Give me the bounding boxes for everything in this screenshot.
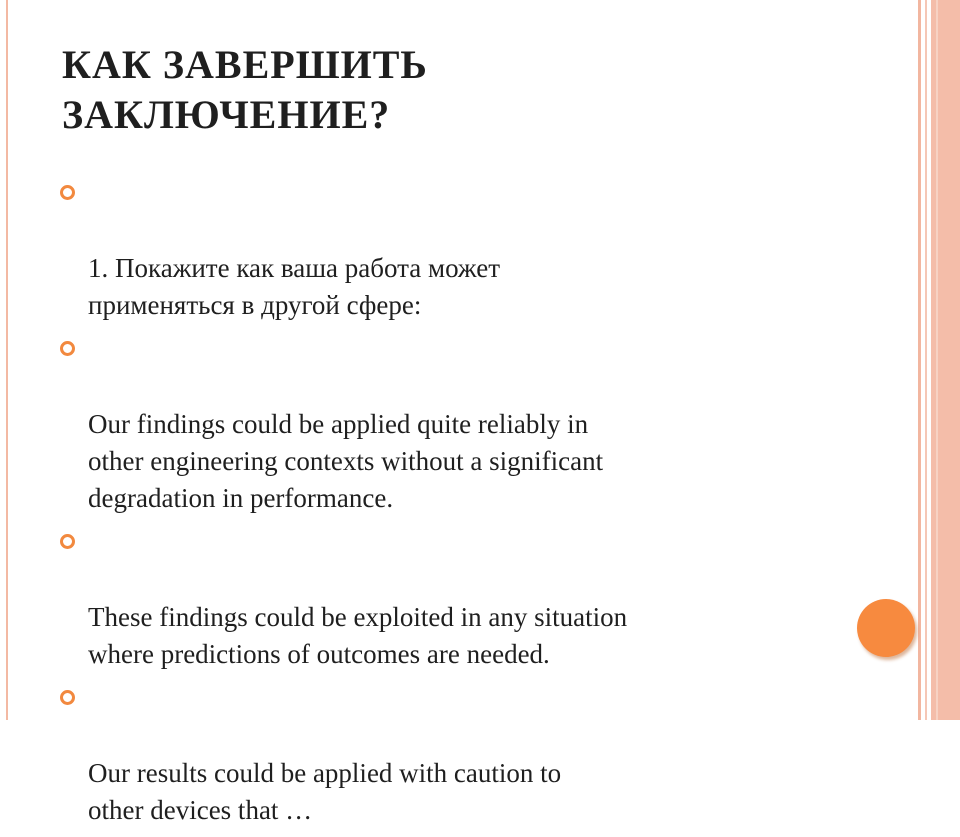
- bullet-item: [60, 525, 840, 673]
- right-stripe: [925, 0, 927, 720]
- bullet-ring-icon: [60, 341, 75, 356]
- bullet-text: 1. Покажите как ваша работа может применяться в другой сфере:: [88, 253, 501, 320]
- slide-title-line: ЗАКЛЮЧЕНИЕ?: [62, 92, 391, 137]
- right-stripe: [918, 0, 921, 720]
- bullet-text: Our results could be applied with caution to other devices that …: [88, 758, 562, 825]
- right-stripe: [936, 0, 938, 720]
- bullet-item: [60, 332, 840, 517]
- decorative-circle-icon: [857, 599, 915, 657]
- bullet-ring-icon: [60, 534, 75, 549]
- bullet-item: [60, 681, 840, 829]
- bullet-ring-icon: [60, 185, 75, 200]
- slide-title: [62, 40, 862, 140]
- left-frame-line: [6, 0, 8, 720]
- bullet-ring-icon: [60, 690, 75, 705]
- slide-title-line: КАК ЗАВЕРШИТЬ: [62, 42, 428, 87]
- bullet-item: [60, 176, 840, 324]
- bullet-text: Our findings could be applied quite reliably in other engineering contexts without a significant degradation in performance.: [88, 409, 604, 513]
- bullet-text: These findings could be exploited in any situation where predictions of outcomes are needed.: [88, 602, 628, 669]
- bullet-list: [60, 176, 840, 837]
